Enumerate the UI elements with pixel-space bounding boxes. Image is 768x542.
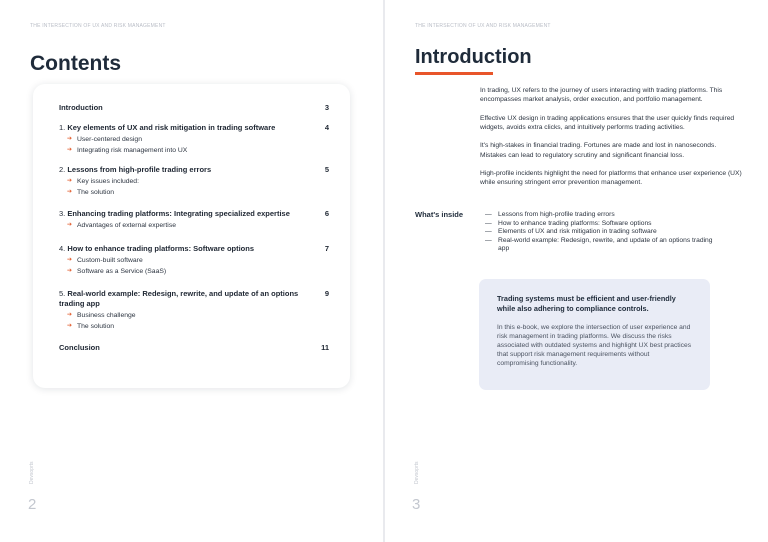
- list-item-text: Elements of UX and risk mitigation in trading software: [498, 228, 657, 236]
- toc-heading: [59, 165, 329, 175]
- page-number: 2: [28, 496, 37, 513]
- callout-heading: Trading systems must be efficient and user-friendly while also adhering to compliance controls.: [497, 294, 676, 313]
- list-item-text: Lessons from high-profile trading errors: [498, 211, 615, 218]
- arrow-right-icon: ➔: [67, 268, 73, 274]
- dash-icon: —: [485, 211, 492, 218]
- toc-title: [59, 103, 299, 113]
- intro-paragraph: It's high-stakes in financial trading. Fortunes are made and lost in nanoseconds. Mistakes can lead to regulatory scrutiny and significant financial loss.: [480, 142, 717, 159]
- toc-subitem[interactable]: [59, 266, 329, 277]
- toc-subitem[interactable]: [59, 321, 329, 332]
- toc-title-text: Enhancing trading platforms: Integrating specialized expertise: [67, 209, 290, 218]
- toc-title: [59, 244, 299, 254]
- callout-box: [479, 279, 710, 390]
- toc-entry[interactable]: [59, 165, 329, 198]
- arrow-right-icon: ➔: [67, 147, 73, 153]
- toc-entry[interactable]: [59, 123, 329, 156]
- arrow-right-icon: ➔: [67, 136, 73, 142]
- toc-title-text: Conclusion: [59, 343, 100, 352]
- toc-title-text: Real-world example: Redesign, rewrite, and update of an options trading app: [59, 289, 299, 308]
- toc-card: [33, 84, 350, 388]
- toc-subitem-text: Business challenge: [77, 312, 136, 319]
- toc-page-number: 3: [324, 103, 329, 112]
- toc-subitem-text: Software as a Service (SaaS): [77, 268, 167, 275]
- contents-page: [0, 0, 383, 542]
- toc-title: [59, 165, 299, 175]
- toc-page-number: 9: [324, 289, 329, 298]
- toc-entry[interactable]: [59, 209, 329, 231]
- toc-page-number: 11: [321, 343, 329, 352]
- toc-entry[interactable]: [59, 343, 329, 353]
- list-item: [485, 211, 715, 220]
- list-item: [485, 220, 715, 229]
- toc-number: 2.: [59, 165, 68, 174]
- toc-subitem[interactable]: [59, 134, 329, 145]
- toc-subitem-text: User-centered design: [77, 136, 142, 143]
- toc-number: 3.: [59, 209, 68, 218]
- toc-title-text: Introduction: [59, 103, 103, 112]
- title-underline: [415, 72, 493, 75]
- toc-page-number: 7: [324, 244, 329, 253]
- list-item: [485, 237, 715, 254]
- toc-entry[interactable]: [59, 103, 329, 113]
- toc-subitem-text: Key issues included:: [77, 178, 139, 185]
- toc-title: [59, 209, 299, 219]
- toc-title: [59, 343, 299, 353]
- toc-title-text: Key elements of UX and risk mitigation in trading software: [67, 123, 276, 132]
- list-item-text: Real-world example: Redesign, rewrite, and update of an options trading app: [498, 236, 713, 253]
- intro-body: [480, 86, 742, 196]
- toc-subitem-text: Advantages of external expertise: [77, 222, 176, 229]
- toc-subitem-text: The solution: [77, 323, 115, 330]
- arrow-right-icon: ➔: [67, 189, 73, 195]
- list-item-text: How to enhance trading platforms: Software options: [498, 219, 652, 227]
- toc-entry[interactable]: [59, 244, 329, 277]
- toc-heading: [59, 103, 329, 113]
- list-item: [485, 228, 715, 237]
- toc-subitem[interactable]: [59, 176, 329, 187]
- toc-heading: [59, 123, 329, 133]
- dash-icon: —: [485, 228, 492, 236]
- page-title: Contents: [30, 52, 121, 75]
- arrow-right-icon: ➔: [67, 178, 73, 184]
- intro-paragraph: High-profile incidents highlight the need for platforms that enhance user experience (UX) while ensuring stringent error prevention management.: [480, 169, 742, 187]
- dash-icon: —: [485, 219, 492, 227]
- arrow-right-icon: ➔: [67, 312, 73, 318]
- brand-label: Devsoprts: [414, 461, 420, 484]
- toc-heading: [59, 209, 329, 219]
- toc-subitem[interactable]: [59, 310, 329, 321]
- toc-subitem-text: Custom-built software: [77, 257, 143, 264]
- dash-icon: —: [485, 236, 492, 244]
- toc-number: 4.: [59, 244, 68, 253]
- brand-label: Devsoprts: [29, 461, 35, 484]
- whats-inside-list: [485, 211, 715, 254]
- toc-title-text: Lessons from high-profile trading errors: [67, 165, 212, 174]
- toc-page-number: 5: [324, 165, 329, 174]
- toc-title: [59, 123, 299, 133]
- toc-subitem-text: The solution: [77, 189, 115, 196]
- toc-number: 5.: [59, 289, 68, 298]
- toc-subitem[interactable]: [59, 255, 329, 266]
- introduction-page: [385, 0, 768, 542]
- whats-inside-label: What's inside: [415, 210, 464, 219]
- intro-paragraph: Effective UX design in trading applications ensures that the user quickly finds required widgets, avoids extra clicks, and intuitively performs trading activities.: [480, 114, 735, 132]
- intro-paragraph: In trading, UX refers to the journey of users interacting with trading platforms. This encompasses market analysis, order execution, and portfolio management.: [480, 87, 723, 104]
- toc-entry[interactable]: [59, 289, 329, 332]
- toc-heading: [59, 244, 329, 254]
- toc-title-text: How to enhance trading platforms: Software options: [67, 244, 255, 253]
- toc-number: 1.: [59, 123, 68, 132]
- arrow-right-icon: ➔: [67, 222, 73, 228]
- callout-body: In this e-book, we explore the intersection of user experience and risk management in trading platforms. We discuss the risks associated with outdated systems and highlight UX best practices that support risk management requirements without compromising functionality.: [497, 323, 692, 368]
- toc-heading: [59, 343, 329, 353]
- toc-page-number: 4: [324, 123, 329, 132]
- toc-subitem[interactable]: [59, 145, 329, 156]
- toc-page-number: 6: [324, 209, 329, 218]
- arrow-right-icon: ➔: [67, 257, 73, 263]
- page-title: Introduction: [415, 46, 532, 68]
- toc-title: [59, 289, 299, 309]
- toc-heading: [59, 289, 329, 309]
- toc-subitem[interactable]: [59, 187, 329, 198]
- page-number: 3: [412, 496, 421, 513]
- running-head: THE INTERSECTION OF UX AND RISK MANAGEMENT: [30, 23, 166, 29]
- toc-subitem[interactable]: [59, 220, 329, 231]
- running-head: THE INTERSECTION OF UX AND RISK MANAGEMENT: [415, 23, 551, 29]
- toc-subitem-text: Integrating risk management into UX: [77, 147, 188, 154]
- arrow-right-icon: ➔: [67, 323, 73, 329]
